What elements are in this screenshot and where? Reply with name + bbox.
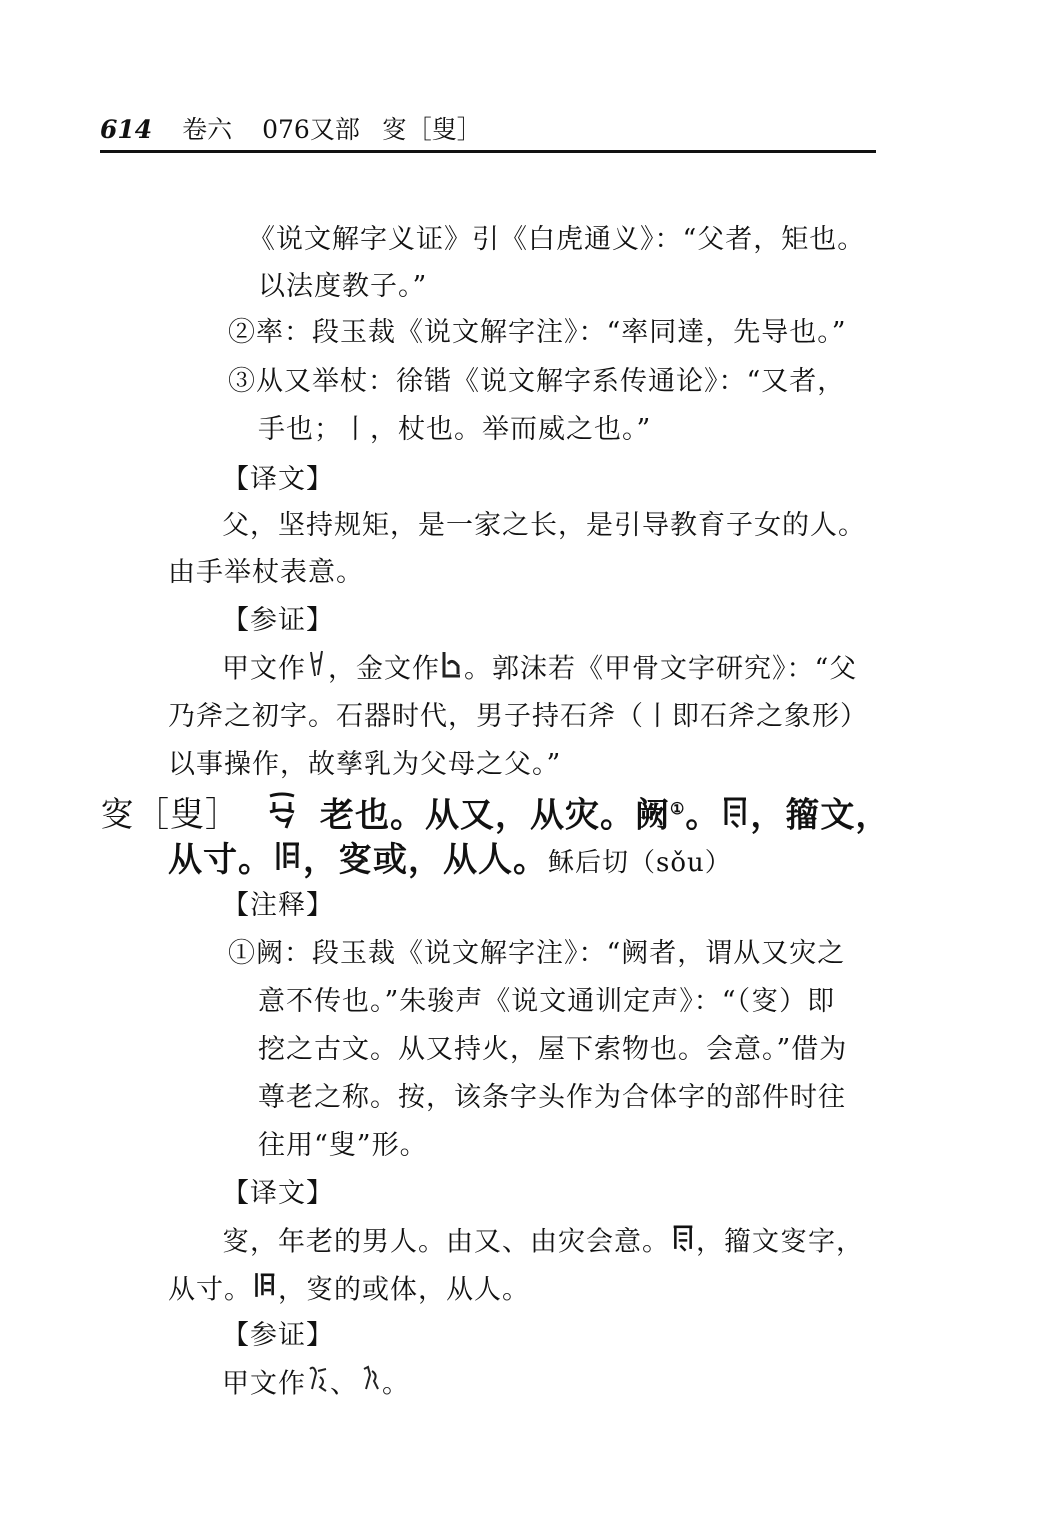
fanqie-reading: 稣后切（sǒu） — [548, 848, 732, 878]
bronze-glyph-icon — [440, 648, 464, 692]
definition-text: 。 — [685, 795, 721, 836]
definition-text: 从寸。 — [168, 840, 273, 880]
definition-text: ，籀文， — [750, 795, 891, 836]
section-heading: 【译文】 — [222, 1178, 334, 1209]
text-span: 叜，年老的男人。由又、由灾会意。 — [222, 1226, 670, 1258]
definition-text: ，叜或，从人。 — [303, 840, 548, 880]
text-line: 以事操作，故孳乳为父母之父。” — [168, 749, 562, 780]
seal-glyph-icon — [273, 836, 303, 888]
text-line — [222, 1220, 864, 1266]
section-heading: 【译文】 — [222, 464, 334, 495]
text-line: 手也；丨，杖也。举而威之也。” — [258, 414, 652, 445]
text-span: 、 — [330, 1368, 358, 1400]
headword: 叜［叟］ — [100, 795, 240, 836]
entry-headline-cont — [168, 836, 732, 888]
definition-text: 老也。从又，从灾。阙 — [320, 795, 670, 836]
text-span: 。郭沫若《甲骨文字研究》：“父 — [464, 653, 858, 685]
text-line: 往用“叟”形。 — [258, 1130, 428, 1161]
oracle-glyph-icon — [306, 648, 328, 692]
oracle-glyph-icon — [306, 1363, 330, 1407]
text-line: 以法度教子。” — [258, 271, 428, 302]
text-span: 。 — [382, 1368, 410, 1400]
text-line — [222, 1363, 410, 1407]
text-line: 由手举杖表意。 — [168, 557, 364, 588]
section-heading: 【注释】 — [222, 890, 334, 921]
text-line: 尊老之称。按，该条字头作为合体字的部件时往 — [258, 1082, 846, 1113]
header-rule — [100, 150, 876, 153]
text-line: 乃斧之初字。石器时代，男子持石斧（丨即石斧之象形） — [168, 701, 868, 732]
text-line — [168, 1268, 530, 1314]
note-marker: ① — [670, 799, 686, 818]
radical-title: 076又部 — [262, 115, 360, 144]
page-number: 614 — [100, 115, 153, 144]
footnote-line: ③从又举杖：徐锴《说文解字系传通论》：“又者， — [228, 366, 846, 397]
section-title: 卷六 — [182, 115, 233, 144]
seal-glyph-icon — [252, 1268, 278, 1314]
text-span: 甲文作 — [222, 653, 306, 685]
text-span: 甲文作 — [222, 1368, 306, 1400]
footnote-line: ①阙：段玉裁《说文解字注》：“阙者，谓从又灾之 — [228, 938, 846, 969]
text-span: ，叜的或体，从人。 — [278, 1274, 530, 1306]
text-line — [222, 648, 857, 692]
text-line: 意不传也。”朱骏声《说文通训定声》：“（叜）即 — [258, 986, 836, 1017]
oracle-glyph-icon — [358, 1363, 382, 1407]
section-heading: 【参证】 — [222, 605, 334, 636]
running-header — [100, 113, 876, 147]
footnote-line: ②率：段玉裁《说文解字注》：“率同達，先导也。” — [228, 317, 847, 348]
text-line: 《说文解字义证》引《白虎通义》：“父者，矩也。 — [248, 224, 866, 255]
text-span: ，金文作 — [328, 653, 440, 685]
seal-glyph-icon — [670, 1220, 696, 1266]
text-span: 从寸。 — [168, 1274, 252, 1306]
text-line: 父，坚持规矩，是一家之长，是引导教育子女的人。 — [222, 510, 866, 541]
entry-char-title: 叜［叟］ — [381, 115, 482, 144]
text-line: 挖之古文。从又持火，屋下索物也。会意。”借为 — [258, 1034, 848, 1065]
section-heading: 【参证】 — [222, 1320, 334, 1351]
text-span: ，籀文叜字， — [696, 1226, 864, 1258]
